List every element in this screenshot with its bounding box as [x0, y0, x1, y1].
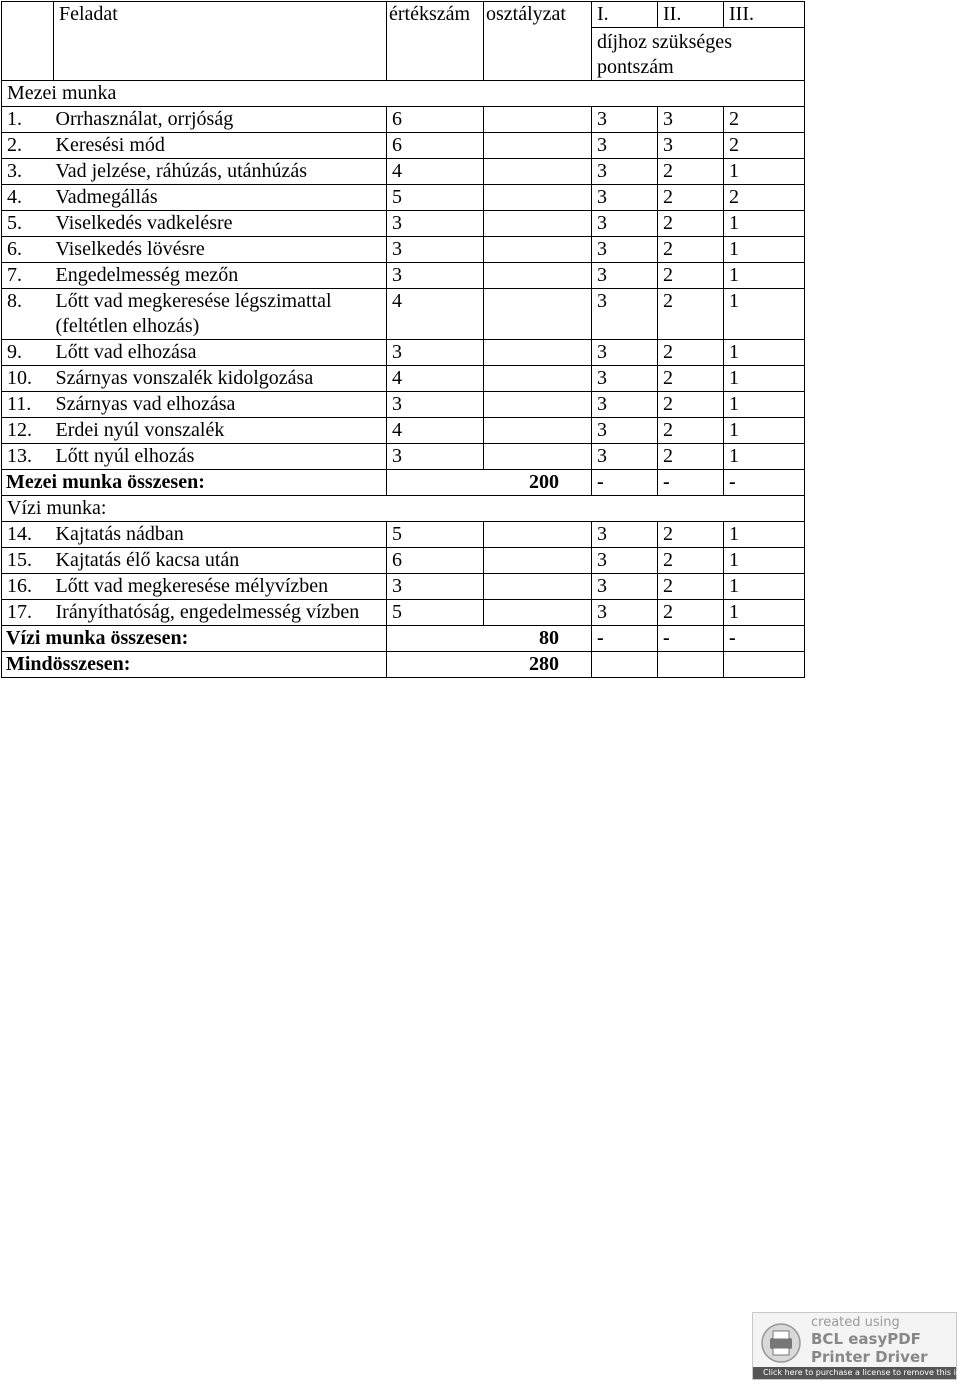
grade-ii-value [658, 652, 724, 678]
col-header-grade-iii: III. [724, 2, 805, 28]
section-row-vizi [2, 496, 805, 522]
row-number: 8. [2, 289, 54, 340]
grade-iii-value: 2 [724, 107, 805, 133]
ertekszam-value: 3 [387, 574, 484, 600]
grade-iii-value: 1 [724, 237, 805, 263]
table-row [2, 159, 805, 185]
row-number: 9. [2, 340, 54, 366]
grade-ii-value: 2 [658, 185, 724, 211]
grade-ii-value: 2 [658, 366, 724, 392]
grade-iii-value: 1 [724, 263, 805, 289]
grade-ii-value: 3 [658, 133, 724, 159]
osztalyzat-value [484, 159, 592, 185]
grade-iii-value: 1 [724, 366, 805, 392]
grand-total-value: 280 [387, 652, 592, 678]
task-name: Szárnyas vad elhozása [54, 392, 387, 418]
ertekszam-value: 5 [387, 522, 484, 548]
osztalyzat-value [484, 289, 592, 340]
row-number: 3. [2, 159, 54, 185]
task-name: Irányíthatóság, engedelmesség vízben [54, 600, 387, 626]
grade-ii-value: 2 [658, 574, 724, 600]
watermark-license-link[interactable]: Click here to purchase a license to remove this image [753, 1367, 956, 1379]
mezei-total-row [2, 470, 805, 496]
vizi-total-row [2, 626, 805, 652]
osztalyzat-value [484, 263, 592, 289]
task-name: Lőtt vad elhozása [54, 340, 387, 366]
grade-i-value: 3 [592, 133, 658, 159]
grade-iii-value: 2 [724, 185, 805, 211]
mezei-total-label: Mezei munka összesen: [2, 470, 387, 496]
grade-ii-value: - [658, 626, 724, 652]
osztalyzat-value [484, 392, 592, 418]
grade-i-value: 3 [592, 392, 658, 418]
grade-i-value: 3 [592, 418, 658, 444]
grade-iii-value: 1 [724, 159, 805, 185]
ertekszam-value: 6 [387, 107, 484, 133]
task-name: Keresési mód [54, 133, 387, 159]
ertekszam-value: 5 [387, 600, 484, 626]
section-title-vizi: Vízi munka: [2, 496, 805, 522]
grade-i-value: 3 [592, 289, 658, 340]
grade-i-value: - [592, 470, 658, 496]
dij-note: díjhoz szükséges pontszám [592, 28, 805, 81]
corner-cell [2, 2, 54, 28]
task-name: Szárnyas vonszalék kidolgozása [54, 366, 387, 392]
task-name: Vadmegállás [54, 185, 387, 211]
grade-iii-value: 1 [724, 522, 805, 548]
table-row [2, 211, 805, 237]
ertekszam-value: 3 [387, 263, 484, 289]
table-row [2, 133, 805, 159]
row-number: 14. [2, 522, 54, 548]
grade-i-value: 3 [592, 211, 658, 237]
grade-iii-value [724, 652, 805, 678]
grade-iii-value: 1 [724, 574, 805, 600]
ertekszam-value: 3 [387, 237, 484, 263]
osztalyzat-value [484, 574, 592, 600]
vizi-total-value: 80 [387, 626, 592, 652]
grade-i-value: 3 [592, 237, 658, 263]
watermark-line3: Printer Driver [811, 1348, 928, 1366]
section-title-mezei: Mezei munka [2, 81, 805, 107]
grade-iii-value: 1 [724, 418, 805, 444]
col-header-osztalyzat: osztályzat [484, 2, 592, 28]
grade-i-value: 3 [592, 548, 658, 574]
grade-i-value: 3 [592, 159, 658, 185]
row-number: 1. [2, 107, 54, 133]
grade-ii-value: 2 [658, 522, 724, 548]
osztalyzat-value [484, 418, 592, 444]
osztalyzat-value [484, 600, 592, 626]
grade-ii-value: 2 [658, 159, 724, 185]
grade-iii-value: - [724, 626, 805, 652]
task-name: Viselkedés vadkelésre [54, 211, 387, 237]
osztalyzat-value [484, 340, 592, 366]
grand-total-label: Mindösszesen: [2, 652, 387, 678]
osztalyzat-value [484, 211, 592, 237]
task-name: Orrhasználat, orrjóság [54, 107, 387, 133]
printer-icon [759, 1321, 803, 1365]
grade-iii-value: 1 [724, 444, 805, 470]
ertekszam-value: 6 [387, 133, 484, 159]
header-note-row [2, 28, 805, 81]
row-number: 12. [2, 418, 54, 444]
osztalyzat-value [484, 133, 592, 159]
ertekszam-value: 4 [387, 159, 484, 185]
grade-ii-value: 2 [658, 340, 724, 366]
grade-ii-value: 2 [658, 211, 724, 237]
task-name: Lőtt nyúl elhozás [54, 444, 387, 470]
row-number: 13. [2, 444, 54, 470]
table-row [2, 366, 805, 392]
header-row [2, 2, 805, 28]
ertekszam-value: 5 [387, 185, 484, 211]
task-name: Lőtt vad megkeresése légszimattal (feltétlen elhozás) [54, 289, 387, 340]
task-name: Viselkedés lövésre [54, 237, 387, 263]
watermark-line1: created using [811, 1315, 900, 1330]
scoring-table [1, 1, 805, 678]
osztalyzat-value [484, 107, 592, 133]
row-number: 16. [2, 574, 54, 600]
grade-iii-value: 1 [724, 211, 805, 237]
task-name: Lőtt vad megkeresése mélyvízben [54, 574, 387, 600]
table-row [2, 185, 805, 211]
grade-iii-value: 1 [724, 392, 805, 418]
task-name: Kajtatás nádban [54, 522, 387, 548]
grade-ii-value: 2 [658, 237, 724, 263]
task-name: Vad jelzése, ráhúzás, utánhúzás [54, 159, 387, 185]
table-row [2, 107, 805, 133]
grade-i-value [592, 652, 658, 678]
ertekszam-value: 6 [387, 548, 484, 574]
ertekszam-value: 3 [387, 392, 484, 418]
row-number: 17. [2, 600, 54, 626]
grade-i-value: 3 [592, 107, 658, 133]
osztalyzat-value [484, 444, 592, 470]
task-name: Engedelmesség mezőn [54, 263, 387, 289]
grade-ii-value: - [658, 470, 724, 496]
grade-iii-value: 1 [724, 340, 805, 366]
ertekszam-value: 3 [387, 211, 484, 237]
osztalyzat-value [484, 366, 592, 392]
grand-total-row [2, 652, 805, 678]
task-name: Kajtatás élő kacsa után [54, 548, 387, 574]
osztalyzat-value [484, 237, 592, 263]
grade-ii-value: 2 [658, 444, 724, 470]
grade-i-value: 3 [592, 600, 658, 626]
osztalyzat-value [484, 522, 592, 548]
grade-i-value: 3 [592, 340, 658, 366]
osztalyzat-value [484, 548, 592, 574]
grade-iii-value: 1 [724, 600, 805, 626]
ertekszam-value: 3 [387, 340, 484, 366]
grade-iii-value: 1 [724, 289, 805, 340]
section-row-mezei [2, 81, 805, 107]
watermark-badge[interactable] [752, 1312, 978, 1380]
grade-i-value: 3 [592, 444, 658, 470]
table-row [2, 574, 805, 600]
grade-ii-value: 2 [658, 600, 724, 626]
grade-ii-value: 3 [658, 107, 724, 133]
row-number: 2. [2, 133, 54, 159]
row-number: 7. [2, 263, 54, 289]
row-number: 4. [2, 185, 54, 211]
col-header-ertekszam: értékszám [387, 2, 484, 28]
table-row [2, 340, 805, 366]
grade-i-value: 3 [592, 366, 658, 392]
grade-i-value: 3 [592, 522, 658, 548]
grade-ii-value: 2 [658, 392, 724, 418]
grade-i-value: 3 [592, 574, 658, 600]
grade-ii-value: 2 [658, 418, 724, 444]
table-row [2, 289, 805, 340]
ertekszam-value: 3 [387, 444, 484, 470]
task-name: Erdei nyúl vonszalék [54, 418, 387, 444]
ertekszam-value: 4 [387, 289, 484, 340]
row-number: 15. [2, 548, 54, 574]
table-row [2, 237, 805, 263]
grade-iii-value: 1 [724, 548, 805, 574]
table-row [2, 522, 805, 548]
table-row [2, 392, 805, 418]
table-row [2, 263, 805, 289]
watermark-line2: BCL easyPDF [811, 1330, 921, 1348]
row-number: 10. [2, 366, 54, 392]
vizi-total-label: Vízi munka összesen: [2, 626, 387, 652]
grade-ii-value: 2 [658, 263, 724, 289]
mezei-total-value: 200 [387, 470, 592, 496]
osztalyzat-value [484, 185, 592, 211]
col-header-feladat: Feladat [54, 2, 387, 28]
grade-iii-value: - [724, 470, 805, 496]
table-row [2, 418, 805, 444]
row-number: 5. [2, 211, 54, 237]
grade-i-value: 3 [592, 263, 658, 289]
grade-ii-value: 2 [658, 548, 724, 574]
ertekszam-value: 4 [387, 418, 484, 444]
grade-i-value: 3 [592, 185, 658, 211]
table-row [2, 444, 805, 470]
col-header-grade-ii: II. [658, 2, 724, 28]
ertekszam-value: 4 [387, 366, 484, 392]
col-header-grade-i: I. [592, 2, 658, 28]
grade-ii-value: 2 [658, 289, 724, 340]
grade-iii-value: 2 [724, 133, 805, 159]
row-number: 11. [2, 392, 54, 418]
table-row [2, 600, 805, 626]
table-row [2, 548, 805, 574]
grade-i-value: - [592, 626, 658, 652]
row-number: 6. [2, 237, 54, 263]
